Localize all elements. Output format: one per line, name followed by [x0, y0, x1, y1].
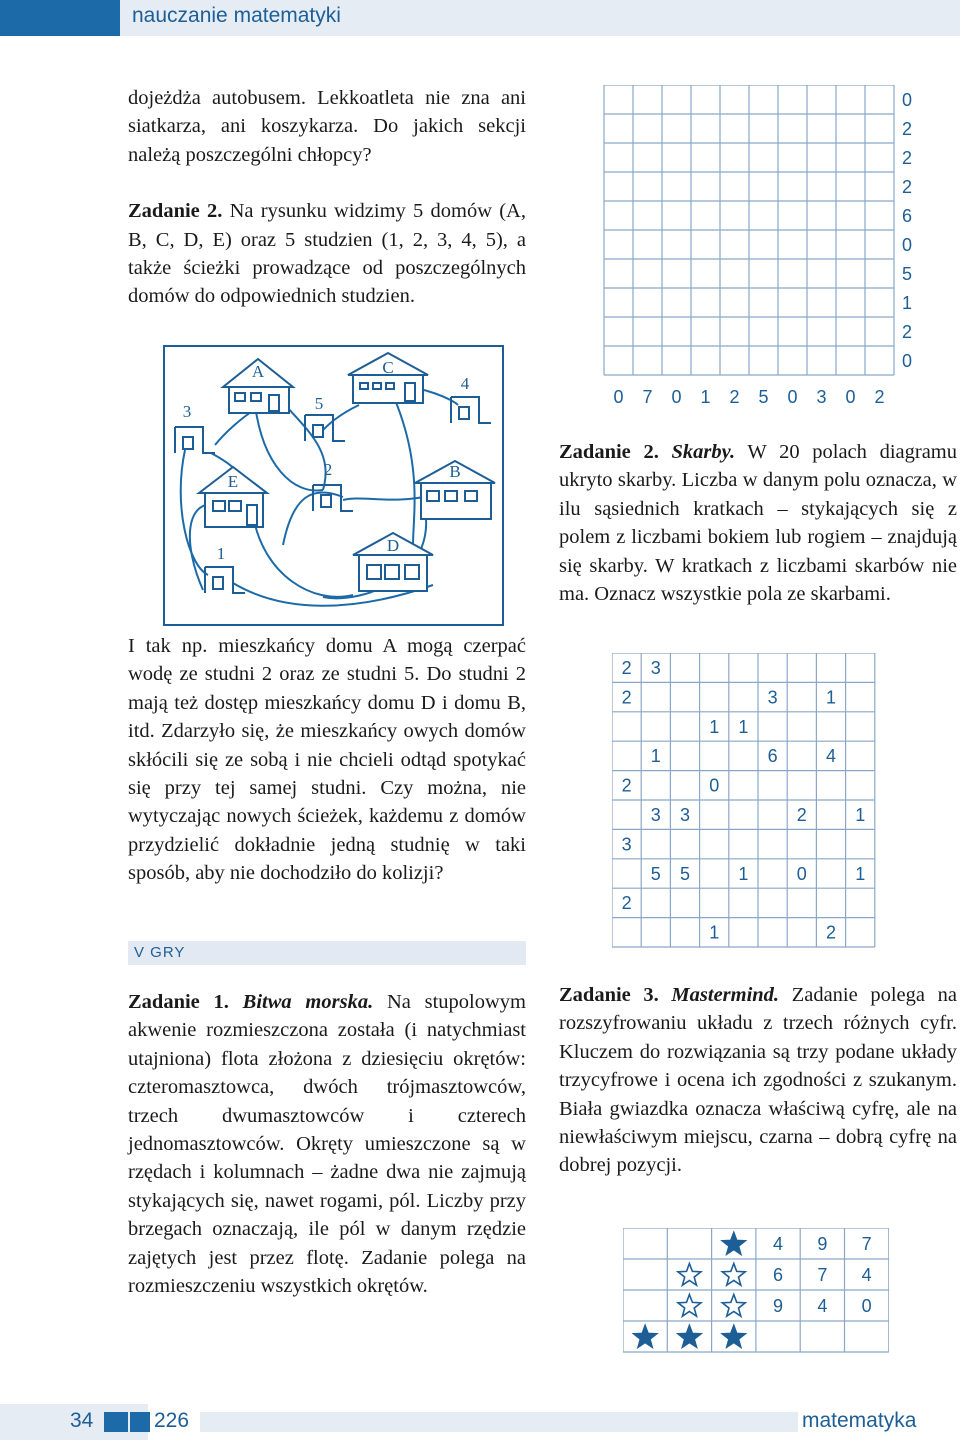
code-digit: 4 — [817, 1296, 828, 1316]
task-text: Na stupolowym akwenie rozmieszczona została (i natychmiast utajniona) flota złożona z dziesięciu okrętów: czteromasztowca, dwóch trójmasztowców, trzech dwumasztowców i czterech jednomasztowców. Okręty umieszczone są w rzędach i kolumnach – żadne dwa nie zajmują stykających się, nawet rogami, pól. Liczby przy brzegach oznaczają, ile pól w danym rzędzie zajętych jest przez flotę. Zadanie polega na rozmieszczeniu wszystkich okrętów. — [128, 991, 526, 1298]
page-header — [0, 0, 960, 36]
house-label-e: E — [227, 472, 239, 491]
clue-number: 5 — [679, 863, 691, 884]
row-count: 2 — [901, 119, 913, 139]
clue-number: 1 — [709, 716, 720, 737]
column-count: 0 — [845, 387, 856, 407]
column-count: 1 — [700, 387, 711, 407]
house-label-d: D — [386, 536, 400, 555]
column-count: 7 — [642, 387, 653, 407]
task-3-mastermind — [559, 981, 957, 1180]
footer-accent-block — [130, 1412, 150, 1432]
right-text-bottom — [559, 981, 957, 1180]
row-count: 2 — [901, 148, 913, 168]
task-heading: Zadanie 2. — [128, 200, 223, 223]
house-label-a: A — [251, 362, 265, 381]
clue-number: 3 — [650, 805, 661, 825]
house-label-c: C — [382, 358, 394, 377]
clue-number: 1 — [825, 687, 837, 708]
issue-number: 226 — [154, 1409, 190, 1432]
page-number: 34 — [70, 1409, 94, 1432]
black-star-icon — [634, 1326, 657, 1348]
paragraph-wells-question: I tak np. mieszkańcy domu A mogą czerpać wodę ze studni 2 oraz ze studni 5. Do studni 2 mają też dostęp mieszkańcy domu D i domu B, itd. Zdarzyło się, że mieszkańcy owych domów skłócili się ze sobą i nie chcieli odtąd spotykać się przy tej samej studni. Czy można, nie wytyczając nowych ścieżek, każdemu z domów przydzielić dokładnie jedną studnię w taki sposób, aby nie dochodziło do kolizji? — [128, 635, 526, 885]
clue-number: 4 — [825, 746, 837, 767]
left-text-top — [128, 84, 526, 311]
well-label-1: 1 — [216, 544, 226, 563]
task-title: Bitwa morska. — [228, 991, 374, 1013]
code-digit: 0 — [861, 1296, 872, 1316]
house-label-b: B — [449, 462, 461, 481]
black-star-icon — [722, 1326, 745, 1348]
well-label-4: 4 — [460, 374, 470, 393]
row-count: 0 — [901, 351, 913, 371]
battleship-grid — [598, 85, 928, 415]
column-count: 0 — [671, 387, 682, 407]
white-star-icon — [678, 1264, 701, 1286]
clue-number: 3 — [650, 658, 661, 678]
task-heading: Zadanie 3. — [559, 984, 659, 1006]
code-digit: 4 — [773, 1234, 784, 1254]
clue-number: 5 — [650, 863, 661, 884]
code-digit: 4 — [861, 1265, 872, 1285]
task-2-wells — [128, 197, 526, 311]
column-count: 5 — [758, 387, 769, 407]
clue-number: 2 — [621, 775, 632, 796]
row-count: 2 — [901, 322, 913, 342]
clue-number: 2 — [621, 687, 632, 708]
page-footer — [0, 1404, 960, 1440]
row-count: 0 — [901, 90, 913, 110]
column-count: 3 — [816, 387, 827, 407]
well-label-3: 3 — [182, 402, 192, 421]
clue-number: 1 — [709, 922, 720, 943]
right-text-top — [559, 438, 957, 608]
header-accent-bar — [0, 0, 120, 36]
left-text-middle — [128, 632, 526, 888]
clue-number: 1 — [650, 746, 661, 767]
clue-number: 1 — [855, 805, 866, 825]
footer-accent-block — [104, 1412, 128, 1432]
well-label-5: 5 — [314, 394, 324, 413]
clue-number: 0 — [709, 775, 720, 796]
row-count: 0 — [901, 235, 913, 255]
clue-number: 1 — [738, 863, 749, 884]
clue-number: 2 — [621, 658, 632, 678]
clue-number: 1 — [855, 863, 866, 884]
black-star-icon — [678, 1326, 701, 1348]
clue-number: 2 — [621, 893, 632, 914]
task-1-battleship — [128, 988, 526, 1300]
code-digit: 9 — [773, 1296, 784, 1316]
code-digit: 7 — [817, 1265, 828, 1285]
clue-number: 1 — [738, 716, 749, 737]
code-digit: 9 — [817, 1234, 828, 1254]
left-text-bottom — [128, 988, 526, 1300]
white-star-icon — [678, 1295, 701, 1317]
column-count: 0 — [787, 387, 798, 407]
task-text: Zadanie polega na rozszyfrowaniu układu z trzech różnych cyfr. Kluczem do rozwiązania są trzy podane układy trzycyfrowe i ocena ich zgodności z szukanym. Biała gwiazdka oznacza właściwą cyfrę, ale na niewłaściwym miejscu, czarna – dobrą cyfrę na dobrej pozycji. — [559, 984, 957, 1177]
task-text: Na rysunku widzimy 5 domów (A, B, C, D, E) oraz 5 studzien (1, 2, 3, 4, 5), a także ścieżki prowadzące od poszczególnych domów do odpowiednich studzien. — [128, 200, 526, 308]
column-count: 2 — [874, 387, 885, 407]
column-count: 0 — [613, 387, 624, 407]
magazine-name: matematyka — [802, 1409, 917, 1432]
clue-number: 2 — [825, 922, 837, 943]
paragraph-continued: dojeżdża autobusem. Lekkoatleta nie zna ani siatkarza, ani koszykarza. Do jakich sekcji należą poszczególni chłopcy? — [128, 87, 526, 166]
task-title: Skarby. — [658, 441, 736, 463]
treasure-grid — [612, 653, 906, 949]
header-title: nauczanie matematyki — [132, 4, 341, 27]
task-text: W 20 polach diagramu ukryto skarby. Liczba w danym polu oznacza, w ilu sąsiednich kratkach – stykających się z polem z liczbami bokiem lub rogiem – znajdują się skarby. W kratkach z liczbami skarbów nie ma. Oznacz wszystkie pola ze skarbami. — [559, 441, 957, 606]
clue-number: 3 — [767, 687, 778, 708]
row-count: 2 — [901, 177, 913, 197]
well-label-2: 2 — [323, 460, 333, 479]
section-heading: V GRY — [128, 941, 526, 965]
task-2-treasure — [559, 438, 957, 608]
white-star-icon — [722, 1295, 745, 1317]
code-digit: 7 — [861, 1234, 872, 1254]
task-heading: Zadanie 1. — [128, 991, 229, 1013]
mastermind-grid — [623, 1228, 889, 1354]
clue-number: 3 — [679, 805, 691, 825]
black-star-icon — [722, 1233, 745, 1255]
clue-number: 2 — [796, 805, 807, 825]
row-count: 6 — [901, 206, 913, 226]
clue-number: 3 — [621, 834, 632, 855]
footer-right-bar — [200, 1412, 798, 1432]
task-title: Mastermind. — [658, 984, 780, 1006]
white-star-icon — [722, 1264, 745, 1286]
clue-number: 0 — [796, 863, 807, 884]
row-count: 1 — [901, 293, 913, 313]
task-heading: Zadanie 2. — [559, 441, 659, 463]
wells-houses-figure — [163, 345, 504, 626]
clue-number: 6 — [767, 746, 778, 767]
code-digit: 6 — [773, 1265, 784, 1285]
column-count: 2 — [729, 387, 740, 407]
row-count: 5 — [901, 264, 913, 284]
